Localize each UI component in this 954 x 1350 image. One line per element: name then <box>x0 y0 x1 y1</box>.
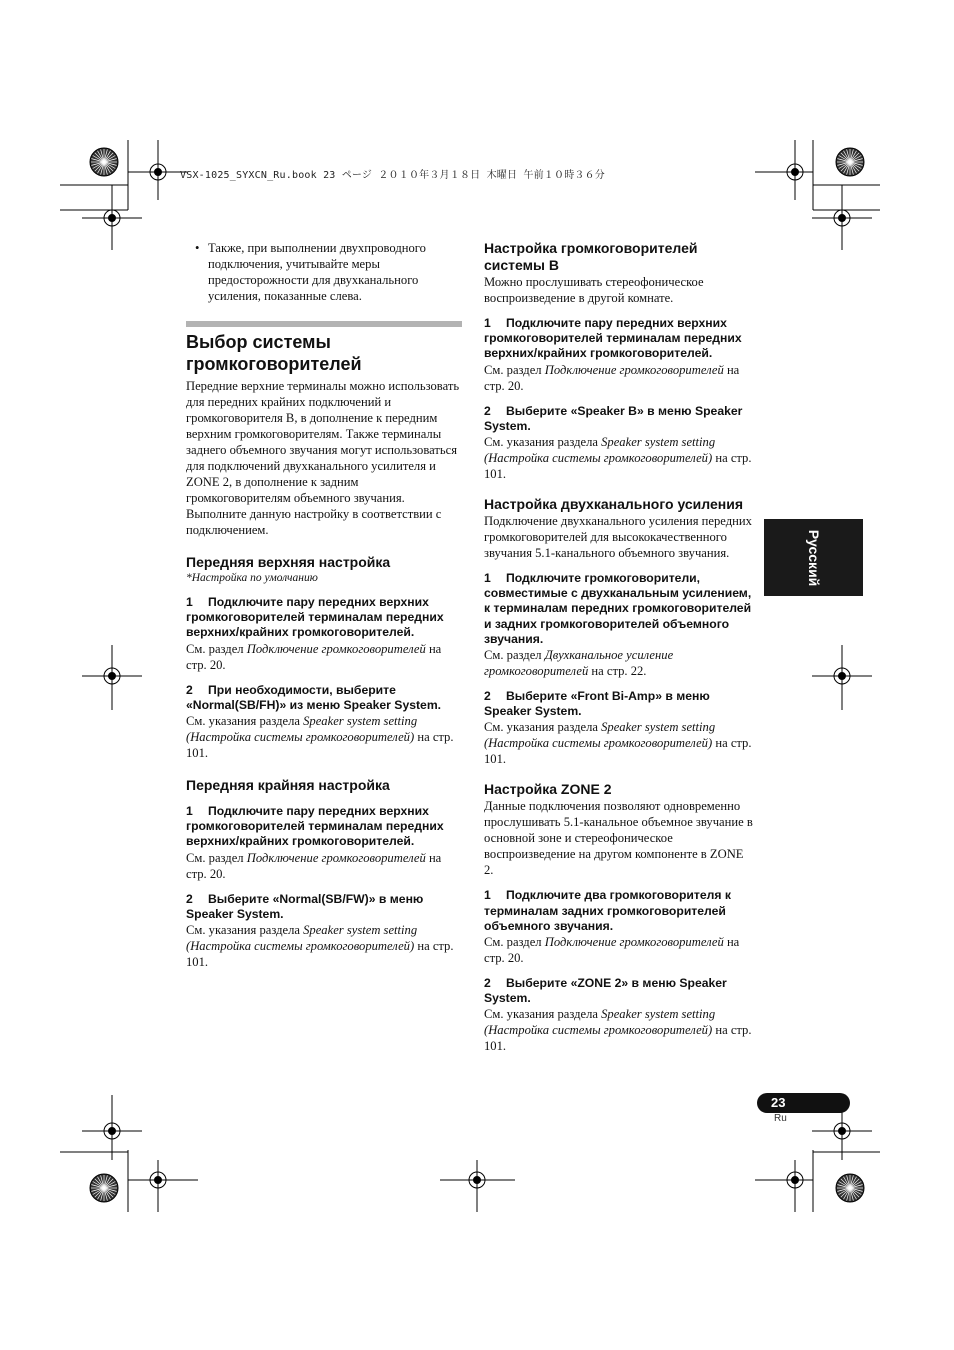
subsection-title: Настройка ZONE 2 <box>484 781 612 798</box>
subsection-title: Настройка громкоговорителей системы B <box>484 240 698 273</box>
language-tab-label: Русский <box>805 529 822 586</box>
step-heading: 2 Выберите «Speaker B» в меню Speaker System. <box>484 403 743 433</box>
step-heading: 2 Выберите «Normal(SB/FW)» в меню Speaker System. <box>186 891 424 921</box>
step-reference: См. указания раздела Speaker system setting (Настройка системы громкоговорителей) на стр. 101. <box>186 714 454 761</box>
section-title-line1: Выбор системы <box>186 332 331 352</box>
subsection-intro: Можно прослушивать стереофоническое воспроизведение в другой комнате. <box>484 275 704 305</box>
step-heading: 2 Выберите «ZONE 2» в меню Speaker System. <box>484 976 727 1006</box>
step-heading: 1 Подключите пару передних верхних громкоговорителей терминалам передних верхних/крайних громкоговорителей. <box>484 316 742 361</box>
step-reference: См. раздел Подключение громкоговорителей на стр. 20. <box>186 850 442 881</box>
step-reference: См. указания раздела Speaker system setting (Настройка системы громкоговорителей) на стр. 101. <box>186 923 454 970</box>
step-reference: См. раздел Подключение громкоговорителей на стр. 20. <box>484 362 740 393</box>
subsection-title: Настройка двухканального усиления <box>484 496 744 513</box>
page-number-badge <box>757 1093 850 1113</box>
section-title <box>186 331 462 375</box>
step-heading: 1 Подключите громкоговорители, совместимые с двухканальным усилением, к терминалам передних громкоговорителей и задних громкоговорителей объемного звучания. <box>484 571 752 646</box>
step-reference: См. раздел Подключение громкоговорителей на стр. 20. <box>186 641 442 672</box>
subsection-title: Передняя верхняя настройка <box>186 554 391 570</box>
step-reference: См. раздел Подключение громкоговорителей на стр. 20. <box>484 935 740 966</box>
step-heading: 1 Подключите два громкоговорителя к терминалам задних громкоговорителей объемного звучания. <box>484 888 732 933</box>
step-reference: См. указания раздела Speaker system setting (Настройка системы громкоговорителей) на стр. 101. <box>484 435 752 482</box>
bullet-note: • Также, при выполнении двухпроводного подключения, учитывайте меры предосторожности для двухканального усиления, показанные слева. <box>195 241 426 303</box>
step-heading: 1 Подключите пару передних верхних громкоговорителей терминалам передних верхних/крайних громкоговорителей. <box>186 595 444 640</box>
step-reference: См. указания раздела Speaker system setting (Настройка системы громкоговорителей) на стр. 101. <box>484 720 752 767</box>
page-language-code: Ru <box>774 1113 787 1124</box>
subsection-intro: Подключение двухканального усиления передних громкоговорителей для высококачественного звучания 5.1-канального объемного звучания. <box>484 514 752 561</box>
step-heading: 2 Выберите «Front Bi-Amp» в меню Speaker System. <box>484 689 710 719</box>
language-tab <box>764 519 863 596</box>
section-intro: Передние верхние терминалы можно использовать для передних крайних подключений и громкоговорителя B, в дополнение к передним верхним громкоговорителям. Также терминалы заднего объемного звучания могут использоваться для подключений двухканального усилителя и ZONE 2, в дополнение к задним громкоговорителям объемного звучания. Выполните данную настройку в соответствии с подключением. <box>186 379 460 537</box>
step-heading: 1 Подключите пару передних верхних громкоговорителей терминалам передних верхних/крайних громкоговорителей. <box>186 804 444 849</box>
print-header: VSX-1025_SYXCN_Ru.book 23 ページ ２０１０年３月１８日 木曜日 午前１０時３６分 <box>180 170 605 181</box>
left-column <box>186 240 462 970</box>
section-title-line2: громкоговорителей <box>186 354 362 374</box>
bullet-text: Также, при выполнении двухпроводного подключения, учитывайте меры предосторожности для двухканального усиления, показанные слева. <box>208 241 426 303</box>
page-number: 23 <box>771 1095 786 1110</box>
right-column <box>484 240 754 1054</box>
step-reference: См. указания раздела Speaker system setting (Настройка системы громкоговорителей) на стр. 101. <box>484 1007 752 1054</box>
subsection-title: Передняя крайняя настройка <box>186 777 390 794</box>
step-heading: 2 При необходимости, выберите «Normal(SB/FH)» из меню Speaker System. <box>186 682 442 712</box>
step-reference: См. раздел Двухканальное усиление громкоговорителей на стр. 22. <box>484 648 674 679</box>
subsection-intro: Данные подключения позволяют одновременно прослушивать 5.1-канальное объемное звучание в основной зоне и стереофоническое воспроизведение на другом компоненте в ZONE 2. <box>484 799 753 878</box>
default-note: *Настройка по умолчанию <box>186 572 318 584</box>
